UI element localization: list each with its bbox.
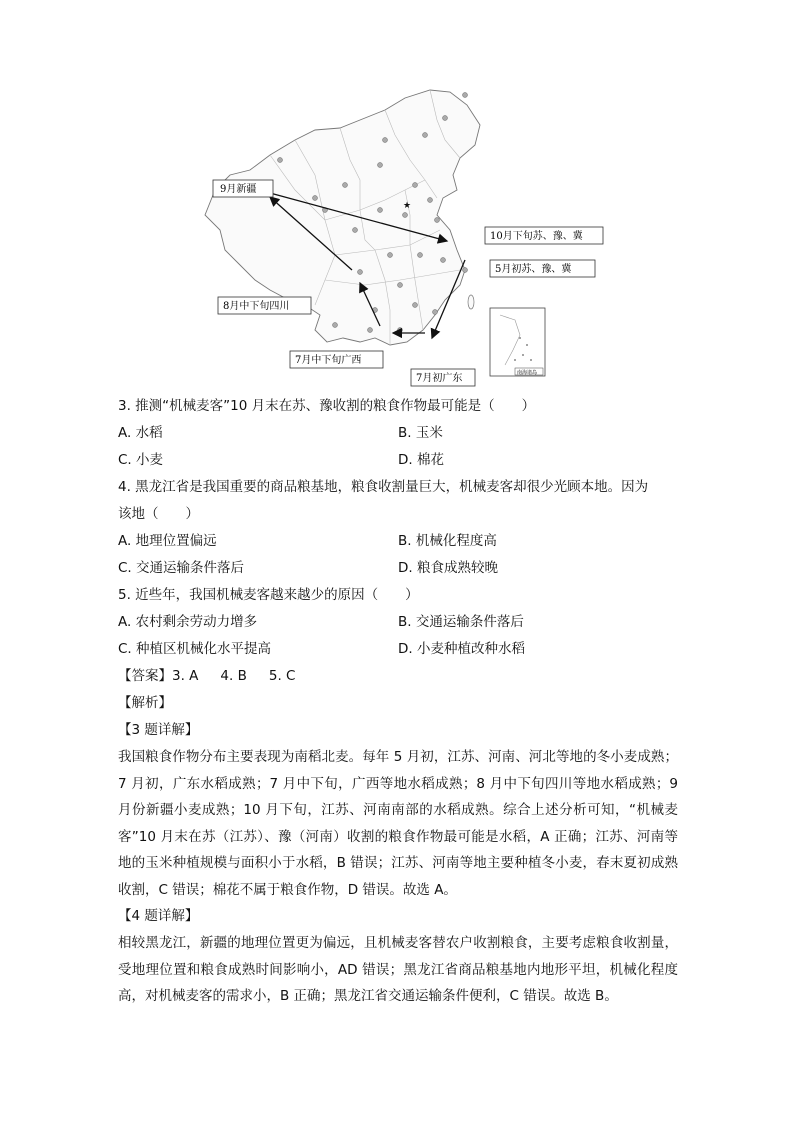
detail-4-text: 相较黑龙江，新疆的地理位置更为偏远，且机械麦客替农户收割粮食，主要考虑粮食收割量，受地理位置和粮食成熟时间影响小，AD 错误；黑龙江省商品粮基地内地形平坦，机械化程度高，对机械麦客的需求小，B 正确；黑龙江省交通运输条件便利，C 错误。故选 B。	[118, 935, 678, 1004]
q3-stem: 3. 推测“机械麦客”10 月末在苏、豫收割的粮食作物最可能是（ ）	[118, 398, 536, 414]
q5-option-a: A. 农村剩余劳动力增多	[118, 614, 258, 630]
q4-option-a: A. 地理位置偏远	[118, 533, 217, 549]
answer-label: 【答案】	[118, 668, 172, 684]
analysis-heading: 【解析】	[118, 695, 172, 711]
q3-option-b: B. 玉米	[398, 425, 443, 441]
answer-line	[118, 663, 678, 690]
q4-option-d: D. 粮食成熟较晚	[398, 560, 498, 576]
q3-option-d: D. 棉花	[398, 452, 444, 468]
svg-text:★: ★	[403, 201, 412, 211]
q4-option-c: C. 交通运输条件落后	[118, 560, 245, 576]
harvest-route-map	[175, 80, 583, 390]
q5-option-b: B. 交通运输条件落后	[398, 614, 524, 630]
q5-stem: 5. 近些年，我国机械麦客越来越少的原因（ ）	[118, 587, 419, 603]
q3-option-a: A. 水稻	[118, 425, 163, 441]
question-content	[118, 393, 678, 1010]
label-sujiyu-oct: 10月下旬苏、豫、冀	[490, 231, 583, 242]
detail-3-text: 我国粮食作物分布主要表现为南稻北麦。每年 5 月初，江苏、河南、河北等地的冬小麦成熟；7 月初，广东水稻成熟；7 月中下旬，广西等地水稻成熟；8 月中下旬四川等地水稻成熟；9 月份新疆小麦成熟；10 月下旬，江苏、河南南部的水稻成熟。综合上述分析可知，“机械麦客”10 月末在苏（江苏）、豫（河南）收割的粮食作物最可能是水稻，A 正确；江苏、河南等地的玉米种植规模与面积小于水稻，B 错误；江苏、河南等地主要种植冬小麦，春末夏初成熟收割，C 错误；棉花不属于粮食作物，D 错误。故选 A。	[118, 749, 678, 898]
answer-3: 3. A	[172, 668, 199, 684]
q4-stem-line1: 4. 黑龙江省是我国重要的商品粮基地，粮食收割量巨大，机械麦客却很少光顾本地。因为	[118, 479, 649, 495]
q5-option-d: D. 小麦种植改种水稻	[398, 641, 525, 657]
label-xinjiang: 9月新疆	[220, 184, 257, 195]
answer-4: 4. B	[220, 668, 247, 684]
label-sichuan: 8月中下旬四川	[223, 301, 290, 312]
label-sujiyu-may: 5月初苏、豫、冀	[495, 264, 572, 275]
q4-option-b: B. 机械化程度高	[398, 533, 497, 549]
detail-3-title: 【3 题详解】	[118, 722, 199, 738]
q3-option-c: C. 小麦	[118, 452, 164, 468]
detail-4-title: 【4 题详解】	[118, 908, 199, 924]
q4-stem-line2: 该地（ ）	[118, 506, 199, 522]
label-guangxi: 7月中下旬广西	[295, 355, 362, 366]
answer-5: 5. C	[268, 668, 296, 684]
label-guangdong: 7月初广东	[416, 373, 463, 384]
q5-option-c: C. 种植区机械化水平提高	[118, 641, 272, 657]
inset-label: 南海诸岛	[517, 370, 538, 376]
